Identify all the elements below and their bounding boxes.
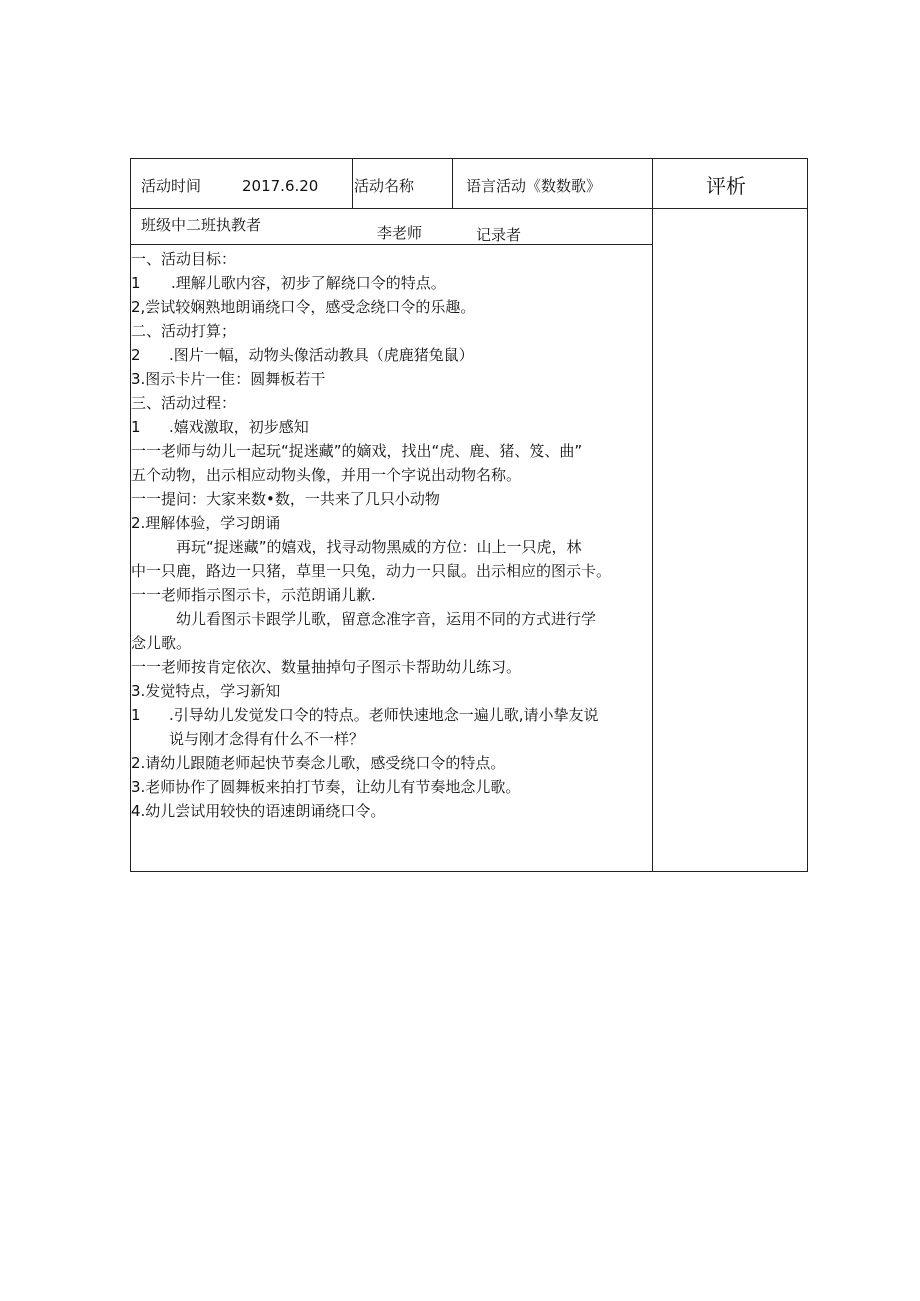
- list-item: 3.发觉特点，学习新知: [131, 682, 281, 700]
- recorder-label: 记录者: [476, 226, 522, 244]
- list-item: 4.幼儿尝试用较快的语速朗诵绕口令。: [131, 802, 386, 820]
- section-heading: 一、活动目标：: [131, 250, 237, 268]
- time-value: 2017.6.20: [242, 177, 319, 195]
- teacher-name: 李老师: [377, 224, 423, 242]
- paragraph-line: 说与刚才念得有什么不一样？: [169, 730, 365, 748]
- list-item: 3.老师协作了圆舞板来拍打节奏，让幼儿有节奏地念儿歌。: [131, 778, 521, 796]
- time-label: 活动时间: [141, 177, 202, 195]
- header-divider-2: [452, 158, 453, 208]
- paragraph-line: 五个动物，出示相应动物头像，并用一个字说出动物名称。: [131, 466, 522, 484]
- activity-name-label: 活动名称: [354, 177, 415, 195]
- paragraph-line: 一一老师与幼儿一起玩“捉迷藏”的嫡戏，找出“虎、鹿、猪、笈、曲”: [131, 442, 583, 460]
- paragraph-line: 中一只鹿，路边一只猪，草里一只兔，动力一只鼠。出示相应的图示卡。: [131, 562, 612, 580]
- activity-name-value: 语言活动《数数歌》: [466, 177, 602, 195]
- list-item: 1 .引导幼儿发觉发口令的特点。老师快速地念一遍儿歌,请小挚友说: [131, 706, 599, 724]
- header-divider-1: [352, 158, 353, 208]
- list-item: 1 .理解儿歌内容，初步了解绕口令的特点。: [131, 274, 446, 292]
- info-row-divider: [130, 244, 652, 245]
- list-item: 2,尝试较娴熟地朗诵绕口令，感受念绕口令的乐趣。: [131, 298, 476, 316]
- list-item: 3.图示卡片一隹：圆舞板若干: [131, 370, 326, 388]
- paragraph-line: 一一老师按肯定依次、数量抽掉句子图示卡帮助幼儿练习。: [131, 658, 522, 676]
- list-item: 1 .嬉戏激取，初步感知: [131, 418, 309, 436]
- paragraph-line: 一一老师指示图示卡，示范朗诵儿歉.: [131, 586, 376, 604]
- paragraph-line: 念儿歌。: [131, 634, 192, 652]
- paragraph-line: 再玩“捉迷藏”的嬉戏，找寻动物黑威的方位：山上一只虎，林: [176, 538, 582, 556]
- review-header: 评析: [706, 174, 746, 198]
- section-heading: 三、活动过程：: [131, 394, 237, 412]
- paragraph-line: 幼儿看图示卡跟学儿歌，留意念准字音，运用不同的方式进行学: [176, 610, 597, 628]
- list-item: 2 .图片一幅，动物头像活动教具（虎鹿猪兔鼠）: [131, 346, 474, 364]
- class-and-teacher-label: 班级中二班执教者: [141, 216, 262, 234]
- paragraph-line: 一一提问：大家来数•数，一共来了几只小动物: [131, 490, 440, 508]
- review-column-divider: [652, 158, 653, 872]
- list-item: 2.理解体验，学习朗诵: [131, 514, 281, 532]
- list-item: 2.请幼儿跟随老师起快节奏念儿歌，感受绕口令的特点。: [131, 754, 506, 772]
- header-row-divider: [130, 208, 808, 209]
- section-heading: 二、活动打算；: [131, 322, 237, 340]
